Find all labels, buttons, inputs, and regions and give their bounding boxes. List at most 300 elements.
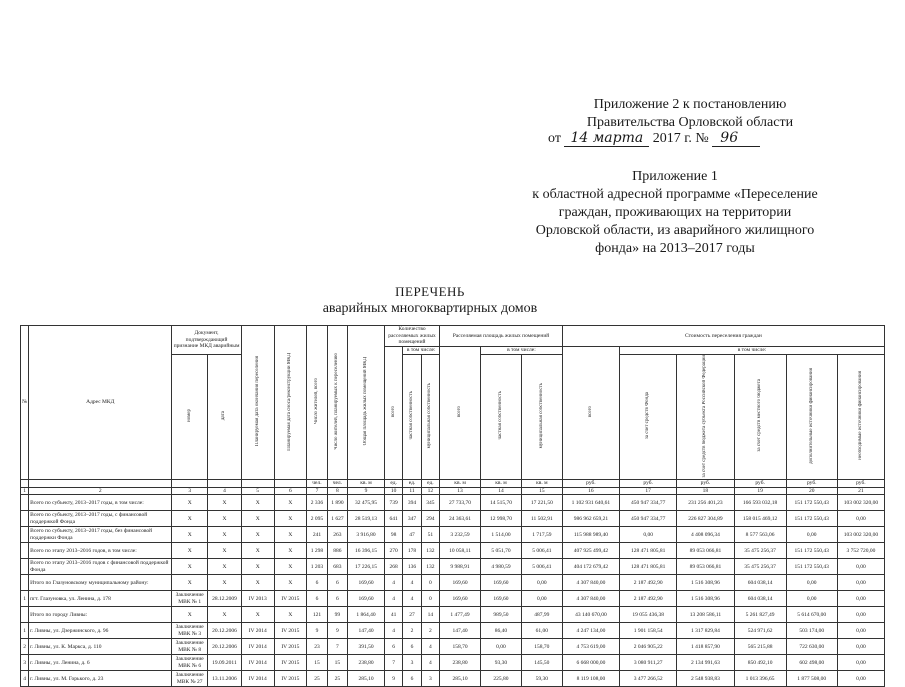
table-cell: 1 298 <box>307 543 327 559</box>
address-cell: г. Ливны, ул. М. Горького, д. 23 <box>29 671 172 687</box>
header-area-group: Расселяемая площадь жилых помещений <box>440 326 563 347</box>
appendix1-line3: граждан, проживающих на территории <box>558 205 792 220</box>
table-cell: 2 046 905,22 <box>620 639 677 655</box>
table-cell: 285,10 <box>440 671 481 687</box>
table-cell: 1 514,00 <box>481 527 522 543</box>
table-cell: 404 172 679,42 <box>562 559 619 575</box>
unit-cell <box>29 480 172 488</box>
table-cell: 3 080 911,27 <box>620 655 677 671</box>
address-cell: г. Ливны, ул. Дзержинского, д. 96 <box>29 623 172 639</box>
table-cell: 0,00 <box>620 527 677 543</box>
table-cell: 151 172 550,43 <box>786 543 837 559</box>
table-cell: X <box>172 543 208 559</box>
unit-cell: чел. <box>327 480 347 488</box>
table-cell: 8 119 108,00 <box>562 671 619 687</box>
table-cell: 4 980,59 <box>481 559 522 575</box>
table-cell: 0,00 <box>837 655 884 671</box>
header-cost-required: необходимые источники финансирования <box>837 354 884 480</box>
unit-cell: руб. <box>562 480 619 488</box>
table-cell: 4 <box>384 591 402 607</box>
table-cell: 407 925 499,42 <box>562 543 619 559</box>
appendix2-header <box>560 96 820 132</box>
table-cell: X <box>274 607 307 623</box>
column-number-cell: 17 <box>620 487 677 495</box>
header-rooms-group: Количество расселяемых жилых помещений <box>384 326 439 347</box>
table-cell: 2 095 <box>307 511 327 527</box>
unit-cell: руб. <box>786 480 837 488</box>
table-cell: 43 140 670,00 <box>562 607 619 623</box>
unit-cell: руб. <box>837 480 884 488</box>
handwritten-number: 96 <box>712 130 760 147</box>
table-cell: 9 <box>384 671 402 687</box>
unit-cell: чел. <box>307 480 327 488</box>
table-cell <box>21 527 29 543</box>
table-cell: 1 864,40 <box>348 607 385 623</box>
table-cell: X <box>172 527 208 543</box>
table-cell: X <box>208 559 242 575</box>
column-number-cell: 15 <box>521 487 562 495</box>
column-number-cell: 21 <box>837 487 884 495</box>
table-cell: 503 174,00 <box>786 623 837 639</box>
table-cell: 0,00 <box>837 623 884 639</box>
column-number-cell: 20 <box>786 487 837 495</box>
table-cell: 450 947 334,77 <box>620 511 677 527</box>
address-cell: пгт. Глазуновка, ул. Ленина, д. 178 <box>29 591 172 607</box>
table-cell: 0 <box>421 591 439 607</box>
table-cell: X <box>172 607 208 623</box>
from-prefix: от <box>548 131 561 146</box>
table-cell: 20.12.2006 <box>208 639 242 655</box>
unit-cell: ед. <box>421 480 439 488</box>
table-cell: 641 <box>384 511 402 527</box>
table-cell: 158,70 <box>440 639 481 655</box>
table-cell: X <box>241 575 274 591</box>
table-cell: 25 <box>327 671 347 687</box>
list-subtitle: аварийных многоквартирных домов <box>322 301 538 316</box>
unit-cell: руб. <box>677 480 734 488</box>
header-cost-regional: за счет средств бюджета субъекта Российской Федерации <box>677 354 734 480</box>
address-cell: Всего по субъекту, 2013–2017 годы, с финансовой поддержкой Фонда <box>29 511 172 527</box>
table-cell: 147,40 <box>348 623 385 639</box>
header-planned-demolish: Планируемая дата сноса/реконструкции МКД <box>274 326 307 480</box>
table-cell: 1 890 <box>327 495 347 511</box>
header-cost-extra: дополнительные источники финансирования <box>786 354 837 480</box>
table-cell: 2 187 492,90 <box>620 591 677 607</box>
table-cell: 391,50 <box>348 639 385 655</box>
unit-cell <box>172 480 208 488</box>
column-number-cell: 12 <box>421 487 439 495</box>
table-cell: 270 <box>384 543 402 559</box>
table-cell: 231 256 401,23 <box>677 495 734 511</box>
table-cell: 5 614 670,00 <box>786 607 837 623</box>
table-cell: 151 172 550,43 <box>786 511 837 527</box>
table-cell: 17 221,50 <box>521 495 562 511</box>
address-cell: Итого по городу Ливны: <box>29 607 172 623</box>
table-cell: 3 477 266,52 <box>620 671 677 687</box>
unit-cell: кв. м <box>348 480 385 488</box>
table-cell: IV 2014 <box>241 623 274 639</box>
table-cell: 268 <box>384 559 402 575</box>
table-cell: 145,50 <box>521 655 562 671</box>
table-cell: Заключение МВК № 1 <box>172 591 208 607</box>
column-number-cell: 13 <box>440 487 481 495</box>
unit-cell: ед. <box>403 480 421 488</box>
table-cell: 128 471 805,81 <box>620 559 677 575</box>
table-cell: 132 <box>421 543 439 559</box>
column-number-cell: 10 <box>384 487 402 495</box>
header-address: Адрес МКД <box>29 326 172 480</box>
table-cell: 850 492,10 <box>734 655 786 671</box>
table-cell: 8 577 563,06 <box>734 527 786 543</box>
table-cell: Заключение МВК № 8 <box>172 639 208 655</box>
table-cell: 1 <box>21 591 29 607</box>
handwritten-date: 14 марта <box>564 130 649 147</box>
table-cell: 3 916,80 <box>348 527 385 543</box>
table-cell: 1 102 931 640,61 <box>562 495 619 511</box>
appendix1-line1: Приложение 1 <box>632 169 718 184</box>
column-number-cell: 1 <box>21 487 29 495</box>
table-cell: 47 <box>403 527 421 543</box>
table-cell: 241 <box>307 527 327 543</box>
table-cell: X <box>172 495 208 511</box>
table-row <box>21 591 885 607</box>
table-cell: X <box>241 607 274 623</box>
table-cell: 683 <box>327 559 347 575</box>
table-cell: 3 <box>421 671 439 687</box>
header-residents-planned: Число жителей, планируемых к переселению <box>327 326 347 480</box>
table-cell: 4 307 840,00 <box>562 575 619 591</box>
table-cell: IV 2014 <box>241 655 274 671</box>
address-cell: Всего по субъекту, 2013–2017 годы, в том числе: <box>29 495 172 511</box>
table-cell: 1 <box>21 623 29 639</box>
table-cell: 1 477,49 <box>440 607 481 623</box>
table-cell: 345 <box>421 495 439 511</box>
table-cell: 604 038,14 <box>734 591 786 607</box>
appendix1-line4: Орловской области, из аварийного жилищного <box>535 223 815 238</box>
header-area-incl: в том числе: <box>481 346 563 354</box>
table-cell: 4 408 096,34 <box>677 527 734 543</box>
table-cell: 4 <box>384 575 402 591</box>
table-cell: 986 962 659,21 <box>562 511 619 527</box>
table-cell: 722 630,00 <box>786 639 837 655</box>
table-row <box>21 527 885 543</box>
table-cell: 89 053 066,81 <box>677 559 734 575</box>
table-row <box>21 575 885 591</box>
table-cell: 1 901 158,54 <box>620 623 677 639</box>
table-cell: 1 317 829,84 <box>677 623 734 639</box>
unit-cell <box>274 480 307 488</box>
table-row <box>21 495 885 511</box>
table-cell: 2 134 991,63 <box>677 655 734 671</box>
table-cell: 15 <box>327 655 347 671</box>
table-cell: 158 015 469,12 <box>734 511 786 527</box>
table-cell: 121 <box>307 607 327 623</box>
table-row <box>21 511 885 527</box>
address-cell: г. Ливны, ул. Ленина, д. 6 <box>29 655 172 671</box>
table-cell: 5 261 827,49 <box>734 607 786 623</box>
table-cell: 151 172 550,43 <box>786 495 837 511</box>
table-cell: X <box>208 543 242 559</box>
table-cell: 6 <box>384 639 402 655</box>
table-cell: X <box>274 559 307 575</box>
address-cell: Всего по субъекту, 2013–2017 годы, без финансовой поддержки Фонда <box>29 527 172 543</box>
column-numbers-row <box>21 487 885 495</box>
table-cell: IV 2015 <box>274 671 307 687</box>
year-suffix: 2017 г. № <box>652 131 709 146</box>
table-cell: 103 002 320,00 <box>837 527 884 543</box>
unit-cell <box>208 480 242 488</box>
table-cell: 3 <box>21 655 29 671</box>
table-cell: 238,80 <box>348 655 385 671</box>
column-number-cell: 8 <box>327 487 347 495</box>
table-cell: 886 <box>327 543 347 559</box>
table-body <box>21 495 885 687</box>
header-cost-local: за счет средств местного бюджета <box>734 354 786 480</box>
table-cell: 15 <box>307 655 327 671</box>
table-cell: 2 187 492,90 <box>620 575 677 591</box>
unit-cell: кв. м <box>440 480 481 488</box>
table-cell: 14 <box>421 607 439 623</box>
table-cell: 989,50 <box>481 607 522 623</box>
table-cell: 51 <box>421 527 439 543</box>
table-cell: 1 013 396,65 <box>734 671 786 687</box>
table-cell: X <box>274 495 307 511</box>
table-cell: 394 <box>403 495 421 511</box>
table-cell: X <box>172 559 208 575</box>
table-cell: 4 <box>421 639 439 655</box>
table-cell: 226 827 304,89 <box>677 511 734 527</box>
column-number-cell: 14 <box>481 487 522 495</box>
header-doc-number: номер <box>172 354 208 480</box>
header-cost-group: Стоимость переселения граждан <box>562 326 884 347</box>
header-rooms-municipal: муниципальная собственность <box>421 354 439 480</box>
header-rooms-private: частная собственность <box>403 354 421 480</box>
table-cell: 0,00 <box>786 527 837 543</box>
table-cell: 347 <box>403 511 421 527</box>
table-cell: X <box>172 511 208 527</box>
table-cell: 5 006,41 <box>521 543 562 559</box>
table-cell: 27 733,70 <box>440 495 481 511</box>
table-cell: X <box>241 511 274 527</box>
table-cell: 225,80 <box>481 671 522 687</box>
table-cell: 19.09.2011 <box>208 655 242 671</box>
table-cell: 3 232,59 <box>440 527 481 543</box>
table-cell: 0 <box>421 575 439 591</box>
table-cell: 6 668 000,00 <box>562 655 619 671</box>
unit-cell: руб. <box>620 480 677 488</box>
table-cell: IV 2014 <box>241 639 274 655</box>
table-cell: 2 548 938,83 <box>677 671 734 687</box>
table-cell: 14 515,70 <box>481 495 522 511</box>
table-cell: 0,00 <box>837 639 884 655</box>
table-cell: 524 971,62 <box>734 623 786 639</box>
buildings-table <box>20 325 885 687</box>
table-cell: X <box>208 527 242 543</box>
table-cell: 9 <box>327 623 347 639</box>
appendix1-header <box>520 168 830 258</box>
table-cell: X <box>208 495 242 511</box>
appendix2-line2: Правительства Орловской области <box>586 115 794 130</box>
table-cell: X <box>274 575 307 591</box>
table-cell: Заключение МВК № 27 <box>172 671 208 687</box>
table-cell: 25 <box>307 671 327 687</box>
header-total-area: Общая площадь жилых помещений МКД <box>348 326 385 480</box>
table-cell: IV 2015 <box>274 639 307 655</box>
column-number-cell: 2 <box>29 487 172 495</box>
table-cell: 0,00 <box>837 591 884 607</box>
column-number-cell: 5 <box>241 487 274 495</box>
table-cell <box>21 511 29 527</box>
table-cell: 4 753 619,00 <box>562 639 619 655</box>
table-cell: 7 <box>327 639 347 655</box>
header-cost-fund: за счет средств Фонда <box>620 354 677 480</box>
table-cell: 4 <box>403 575 421 591</box>
table-cell: 151 172 550,43 <box>786 559 837 575</box>
table-cell: 115 988 989,40 <box>562 527 619 543</box>
table-cell: IV 2015 <box>274 591 307 607</box>
column-number-cell: 4 <box>208 487 242 495</box>
table-cell: X <box>274 527 307 543</box>
table-cell: 2 <box>421 623 439 639</box>
table-cell: IV 2015 <box>274 623 307 639</box>
table-cell: 103 002 320,00 <box>837 495 884 511</box>
table-cell: 86,40 <box>481 623 522 639</box>
header-residents: Число жителей, всего <box>307 326 327 480</box>
table-cell: 11 502,91 <box>521 511 562 527</box>
table-cell: 132 <box>421 559 439 575</box>
column-number-cell: 3 <box>172 487 208 495</box>
table-cell: 23 <box>307 639 327 655</box>
table-cell: 0,00 <box>837 511 884 527</box>
table-cell <box>21 575 29 591</box>
table-cell: 0,00 <box>837 607 884 623</box>
table-cell: 93,30 <box>481 655 522 671</box>
table-cell: 4 <box>384 623 402 639</box>
table-cell: 294 <box>421 511 439 527</box>
list-title: ПЕРЕЧЕНЬ <box>395 284 465 299</box>
table-cell: 169,60 <box>440 591 481 607</box>
table-cell: 4 <box>21 671 29 687</box>
address-cell: Всего по этапу 2013–2016 годов, в том числе: <box>29 543 172 559</box>
table-cell: IV 2014 <box>241 671 274 687</box>
table-row <box>21 607 885 623</box>
unit-cell <box>21 480 29 488</box>
table-cell: 1 877 508,00 <box>786 671 837 687</box>
table-cell <box>21 495 29 511</box>
table-cell: 0,00 <box>786 591 837 607</box>
header-planned-end: Планируемая дата окончания переселения <box>241 326 274 480</box>
table-row <box>21 623 885 639</box>
table-cell: 1 717,59 <box>521 527 562 543</box>
table-cell: 602 498,00 <box>786 655 837 671</box>
table-cell: 98 <box>384 527 402 543</box>
appendix1-line2: к областной адресной программе «Переселение <box>532 187 818 202</box>
table-cell: 2 336 <box>307 495 327 511</box>
header-area-total: всего <box>440 346 481 480</box>
header-rooms-incl: в том числе: <box>403 346 440 354</box>
appendix2-line1: Приложение 2 к постановлению <box>593 97 787 112</box>
address-cell: Итого по Глазуновскому муниципальному району: <box>29 575 172 591</box>
table-cell: 128 471 805,81 <box>620 543 677 559</box>
table-cell: 166 593 032,18 <box>734 495 786 511</box>
table-row <box>21 671 885 687</box>
table-cell: 13 208 586,11 <box>677 607 734 623</box>
table-cell: 16 396,15 <box>348 543 385 559</box>
table-cell: X <box>241 559 274 575</box>
table-cell: 6 <box>327 575 347 591</box>
table-cell: 0,00 <box>837 575 884 591</box>
table-cell: 59,30 <box>521 671 562 687</box>
table-cell: 604 038,14 <box>734 575 786 591</box>
table-cell: 4 247 134,00 <box>562 623 619 639</box>
table-cell: 41 <box>384 607 402 623</box>
table-cell: X <box>208 607 242 623</box>
unit-cell: руб. <box>734 480 786 488</box>
units-row <box>21 480 885 488</box>
table-cell: 12 998,70 <box>481 511 522 527</box>
table-cell: 238,80 <box>440 655 481 671</box>
column-number-cell: 11 <box>403 487 421 495</box>
table-cell: 3 752 720,00 <box>837 543 884 559</box>
table-cell: 9 <box>307 623 327 639</box>
table-cell: X <box>241 527 274 543</box>
table-cell: 450 947 334,77 <box>620 495 677 511</box>
appendix2-date-line <box>548 130 760 147</box>
table-cell: 99 <box>327 607 347 623</box>
table-cell: 89 053 066,81 <box>677 543 734 559</box>
header-area-private: частная собственность <box>481 354 522 480</box>
table-cell <box>21 543 29 559</box>
column-number-cell: 9 <box>348 487 385 495</box>
table-cell: 0,00 <box>521 575 562 591</box>
table-cell: 2 <box>21 639 29 655</box>
table-cell: 5 051,70 <box>481 543 522 559</box>
table-cell: 19 055 436,38 <box>620 607 677 623</box>
header-no: № <box>21 326 29 480</box>
address-cell: Всего по этапу 2013–2016 годов с финансовой поддержкой Фонда <box>29 559 172 575</box>
table-cell: 4 <box>421 655 439 671</box>
address-cell: г. Ливны, ул. К. Маркса, д. 110 <box>29 639 172 655</box>
unit-cell <box>241 480 274 488</box>
table-cell: X <box>241 495 274 511</box>
unit-cell: кв. м <box>521 480 562 488</box>
table-cell: 4 <box>403 591 421 607</box>
table-cell: 10 058,11 <box>440 543 481 559</box>
header-cost-incl: в том числе: <box>620 346 885 354</box>
table-cell: 1 203 <box>307 559 327 575</box>
table-cell: 32 475,95 <box>348 495 385 511</box>
table-cell: 6 <box>403 639 421 655</box>
table-cell: 1 516 308,96 <box>677 575 734 591</box>
table-row <box>21 655 885 671</box>
table-cell: 285,10 <box>348 671 385 687</box>
table-cell <box>21 559 29 575</box>
table-cell: 4 307 840,00 <box>562 591 619 607</box>
table-cell: 263 <box>327 527 347 543</box>
header-rooms-total: всего <box>384 346 402 480</box>
table-cell: 487,99 <box>521 607 562 623</box>
table-cell: 169,60 <box>348 591 385 607</box>
table-cell: 6 <box>327 591 347 607</box>
table-cell: 13.11.2006 <box>208 671 242 687</box>
table-cell: X <box>274 511 307 527</box>
table-cell: 169,60 <box>481 591 522 607</box>
table-cell: 28 519,13 <box>348 511 385 527</box>
table-cell: X <box>208 575 242 591</box>
table-cell: 178 <box>403 543 421 559</box>
table-cell <box>21 607 29 623</box>
table-row <box>21 559 885 575</box>
